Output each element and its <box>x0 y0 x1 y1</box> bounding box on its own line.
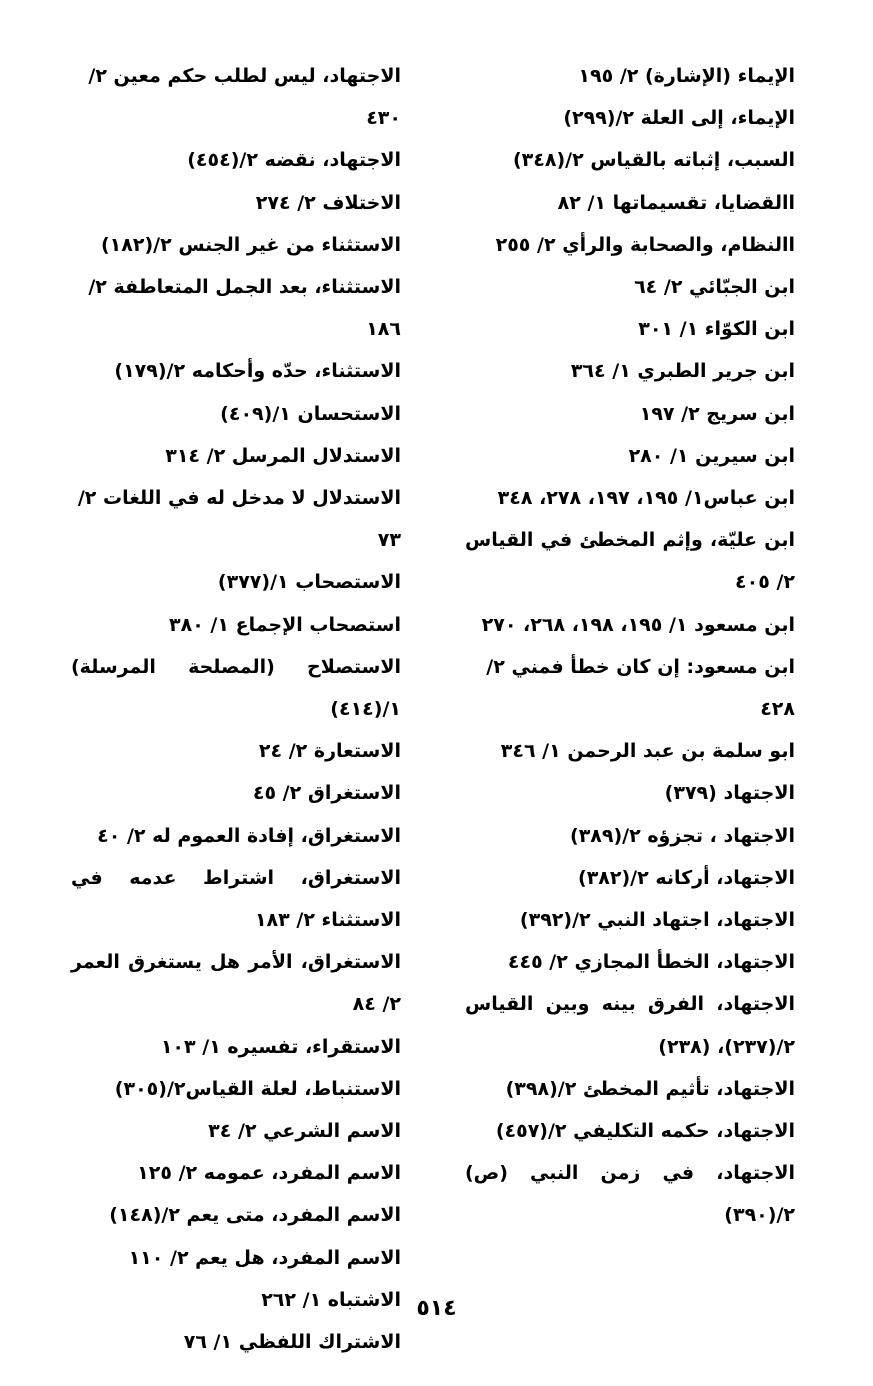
index-entry: استصحاب الإجماع ١/ ٣٨٠ <box>169 613 401 636</box>
index-entry: الاجتهاد (٣٧٩) <box>664 782 795 805</box>
index-entry: الاستقراء، تفسيره ١/ ١٠٣ <box>160 1035 401 1058</box>
index-entry: االنظام، والصحابة والرأي ٢/ ٢٥٥ <box>495 233 795 256</box>
index-entry: الاجتهاد، حكمه التكليفي ٢/(٤٥٧) <box>495 1120 795 1143</box>
index-entry: الاجتهاد، ليس لطلب حكم معين ٢/ ٤٣٠ <box>88 65 401 130</box>
index-entry: الاجتهاد، تأثيم المخطئ ٢/(٣٩٨) <box>505 1077 795 1100</box>
index-entry: الاشتراك اللفظي ١/ ٧٦ <box>183 1331 401 1354</box>
index-entry: الاسم الشرعي ٢/ ٣٤ <box>208 1120 401 1143</box>
index-entry: الاستغراق، الأمر هل يستغرق العمر ٢/ ٨٤ <box>71 951 401 1016</box>
index-entry: االقضايا، تقسيماتها ١/ ٨٢ <box>557 191 795 214</box>
index-entry: الاستدلال المرسل ٢/ ٣١٤ <box>165 444 401 467</box>
index-entry: الاستثناء من غير الجنس ٢/(١٨٢) <box>100 233 401 256</box>
index-entry: الاسم المفرد، هل يعم ٢/ ١١٠ <box>128 1246 401 1269</box>
index-entry: ابن عباس١/ ١٩٥، ١٩٧، ٢٧٨، ٣٤٨ <box>497 487 795 510</box>
page-number: ٥١٤ <box>416 1296 457 1321</box>
index-entry: ابن سيرين ١/ ٢٨٠ <box>628 444 795 467</box>
index-entry: ابو سلمة بن عبد الرحمن ١/ ٣٤٦ <box>500 740 795 763</box>
index-column-right <box>465 55 795 1237</box>
index-entry: الاستحسان ١/(٤٠٩) <box>220 402 401 425</box>
index-entry: الاستغراق ٢/ ٤٥ <box>252 782 401 805</box>
index-entry: ابن عليّة، وإثم المخطئ في القياس ٢/ ٤٠٥ <box>465 529 795 594</box>
index-entry: الاجتهاد، في زمن النبي (ص) ٢/(٣٩٠) <box>465 1162 795 1227</box>
index-entry: الإيماء، إلى العلة ٢/(٢٩٩) <box>563 107 795 130</box>
index-entry: الاجتهاد، الخطأ المجازي ٢/ ٤٤٥ <box>507 951 795 974</box>
index-entry: الاستنباط، لعلة القياس٢/(٣٠٥) <box>114 1077 401 1100</box>
index-entry: الاجتهاد، نقضه ٢/(٤٥٤) <box>187 149 401 172</box>
index-entry: ابن سريج ٢/ ١٩٧ <box>639 402 795 425</box>
index-entry: الاستغراق، إفادة العموم له ٢/ ٤٠ <box>97 824 401 847</box>
index-entry: الاستعارة ٢/ ٢٤ <box>258 740 401 763</box>
index-entry: الاجتهاد، اجتهاد النبي ٢/(٣٩٢) <box>519 909 795 932</box>
index-entry: السبب، إثباته بالقياس ٢/(٣٤٨) <box>512 149 795 172</box>
index-entry: الاشتباه ١/ ٢٦٢ <box>261 1288 401 1311</box>
index-entry: ابن مسعود: إن كان خطأ فمني ٢/ ٤٢٨ <box>486 655 795 721</box>
index-entry: الاستثناء، بعد الجمل المتعاطفة ٢/ ١٨٦ <box>88 276 401 341</box>
index-entry: الاستصحاب ١/(٣٧٧) <box>217 571 401 594</box>
index-column-left <box>71 55 401 1363</box>
index-entry: ابن الكوّاء ١/ ٣٠١ <box>638 318 795 341</box>
index-entry: ابن مسعود ١/ ١٩٥، ١٩٨، ٢٦٨، ٢٧٠ <box>481 613 795 636</box>
index-entry: الاجتهاد، أركانه ٢/(٣٨٢) <box>578 866 795 889</box>
index-entry: الاسم المفرد، متى يعم ٢/(١٤٨) <box>109 1204 401 1227</box>
index-entry: الاختلاف ٢/ ٢٧٤ <box>255 191 401 214</box>
index-entry: الاجتهاد ، تجزؤه ٢/(٣٨٩) <box>570 824 795 847</box>
index-entry: الاجتهاد، الفرق بينه وبين القياس ٢/(٢٣٧)، (٢٣٨) <box>465 993 795 1058</box>
index-entry: الاستغراق، اشتراط عدمه في الاستثناء ٢/ ١٨٣ <box>71 866 401 932</box>
index-entry: الاستدلال لا مدخل له في اللغات ٢/ ٧٣ <box>77 487 401 552</box>
index-entry: ابن الجبّائي ٢/ ٦٤ <box>634 276 795 299</box>
index-entry: الإيماء (الإشارة) ٢/ ١٩٥ <box>578 65 795 87</box>
index-entry: الاستصلاح (المصلحة المرسلة) ١/(٤١٤) <box>71 655 401 721</box>
index-entry: ابن جرير الطبري ١/ ٣٦٤ <box>570 360 795 383</box>
index-entry: الاستثناء، حدّه وأحكامه ٢/(١٧٩) <box>114 360 401 383</box>
index-entry: الاسم المفرد، عمومه ٢/ ١٢٥ <box>137 1162 401 1185</box>
